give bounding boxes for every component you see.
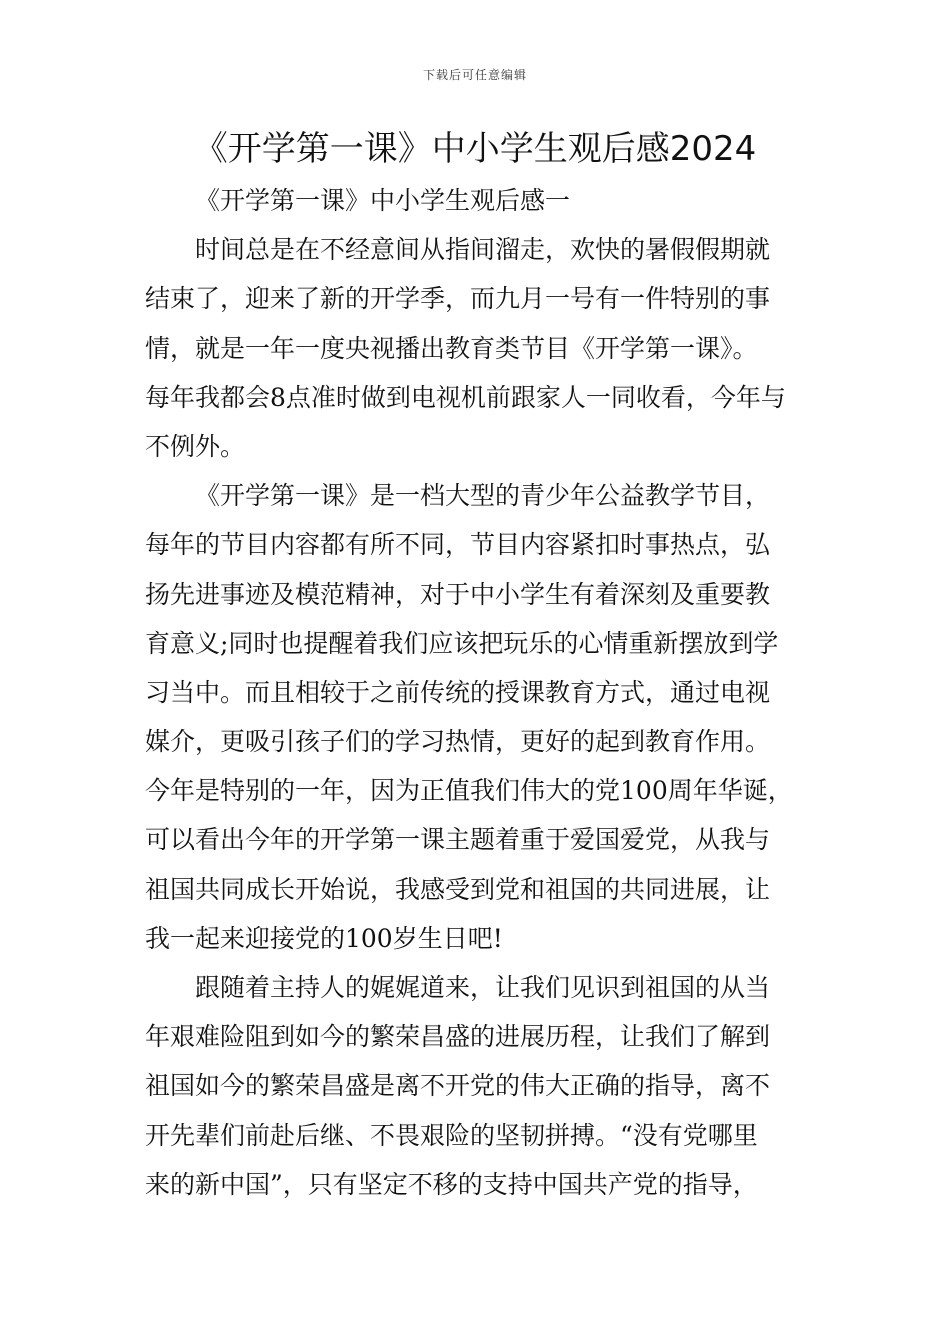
paragraph-line: 每年我都会8点准时做到电视机前跟家人一同收看，今年与 [145, 382, 786, 412]
paragraph-line: 育意义;同时也提醒着我们应该把玩乐的心情重新摆放到学 [145, 628, 779, 658]
paragraph-line: 可以看出今年的开学第一课主题着重于爱国爱党，从我与 [145, 825, 771, 855]
paragraph-line: 祖国共同成长开始说，我感受到党和祖国的共同进展，让 [145, 874, 771, 904]
paragraph-line: 《开学第一课》是一档大型的青少年公益教学节目， [195, 481, 771, 511]
paragraph-line: 习当中。而且相较于之前传统的授课教育方式，通过电视 [145, 677, 771, 707]
paragraph-line: 来的新中国”，只有坚定不移的支持中国共产党的指导， [145, 1169, 758, 1199]
paragraph-line: 祖国如今的繁荣昌盛是离不开党的伟大正确的指导，离不 [145, 1071, 771, 1101]
paragraph-line: 开先辈们前赴后继、不畏艰险的坚韧拼搏。“没有党哪里 [145, 1120, 758, 1150]
paragraph-line: 扬先进事迹及模范精神，对于中小学生有着深刻及重要教 [145, 579, 771, 609]
document-title: 《开学第一课》中小学生观后感2024 [193, 129, 757, 169]
paragraph-3 [145, 963, 805, 1209]
paragraph-line: 情，就是一年一度央视播出教育类节目《开学第一课》。 [145, 333, 758, 363]
page-header: 下载后可任意编辑 [422, 68, 527, 82]
paragraph-line: 年艰难险阻到如今的繁荣昌盛的进展历程，让我们了解到 [145, 1022, 771, 1052]
paragraph-line: 每年的节目内容都有所不同，节目内容紧扣时事热点，弘 [145, 530, 771, 560]
paragraph-line: 我一起来迎接党的100岁生日吧! [145, 923, 503, 953]
paragraph-line: 今年是特别的一年，因为正值我们伟大的党100周年华诞， [145, 776, 793, 806]
paragraph-line: 媒介，更吸引孩子们的学习热情，更好的起到教育作用。 [145, 727, 771, 757]
paragraph-line: 不例外。 [145, 431, 246, 461]
paragraph-line: 跟随着主持人的娓娓道来，让我们见识到祖国的从当 [195, 973, 771, 1003]
document-subtitle: 《开学第一课》中小学生观后感一 [195, 186, 571, 215]
paragraph-2 [145, 471, 805, 963]
paragraph-line: 结束了，迎来了新的开学季，而九月一号有一件特别的事 [145, 284, 771, 314]
paragraph-1 [145, 225, 805, 471]
paragraph-line: 时间总是在不经意间从指间溜走，欢快的暑假假期就 [195, 235, 771, 265]
document-body [145, 176, 805, 1209]
